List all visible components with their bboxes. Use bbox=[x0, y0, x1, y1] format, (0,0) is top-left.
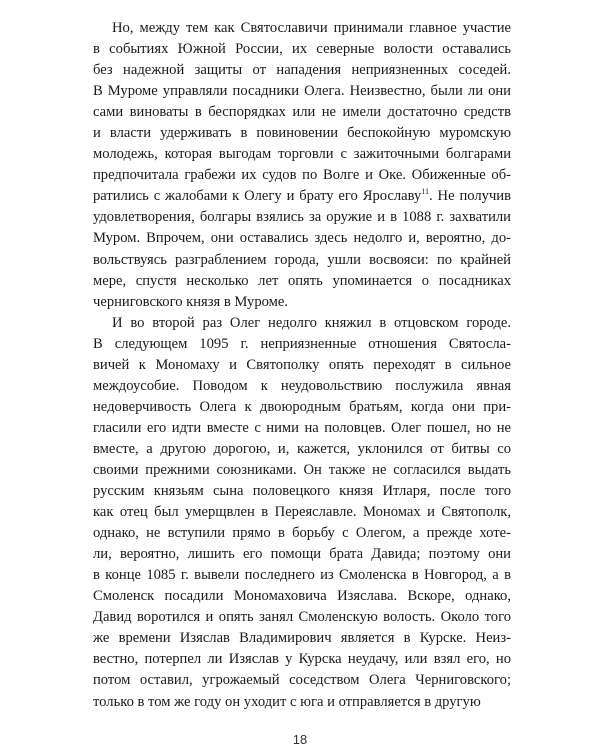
text-line: потом оставил, угрожаемый соседством Олега Черниговского; bbox=[93, 672, 511, 689]
text-line: И во второй раз Олег недолго княжил в отцовском городе. bbox=[112, 314, 511, 331]
paragraph bbox=[93, 18, 511, 313]
text-line: гласили его идти вместе с ними на половцев. Олег пошел, но не bbox=[93, 419, 511, 436]
text-line: вольствуясь разграблением города, ушли восвояси: по крайней bbox=[93, 251, 511, 268]
text-line: однако, не вступили прямо в борьбу с Олегом, а прежде хоте- bbox=[93, 525, 511, 542]
page-number: 18 bbox=[292, 732, 308, 747]
text-line: ратились с жалобами к Олегу и брату его Ярославу$^{11}$. Не получив bbox=[93, 187, 511, 205]
text-line: только в том же году он уходит с юга и отправляется в другую bbox=[93, 693, 481, 710]
text-line: вестно, потерпел ли Изяслав у Курска неудачу, или взял его, но bbox=[93, 651, 511, 668]
text-line: предпочитала грабежи их судов по Волге и Оке. Обиженные об- bbox=[93, 167, 511, 184]
text-line: Давид воротился и опять занял Смоленскую волость. Около того bbox=[93, 609, 511, 626]
text-line: и власти удерживать в повиновении беспокойную муромскую bbox=[93, 125, 511, 142]
text-line: как отец был умерщвлен в Переяславле. Мономах и Святополк, bbox=[93, 504, 511, 521]
paragraph bbox=[93, 313, 511, 713]
text-line: мере, спустя несколько лет опять упоминается о посадниках bbox=[93, 272, 511, 289]
text-line: В следующем 1095 г. неприязненные отношения Святосла- bbox=[93, 335, 511, 352]
text-line: удовлетворения, болгары взялись за оружие и в 1088 г. захватили bbox=[93, 209, 511, 226]
text-line: в событиях Южной России, их северные волости оставались bbox=[93, 41, 511, 58]
page-body-text bbox=[93, 18, 511, 713]
footnote-reference[interactable]: 11 bbox=[421, 187, 430, 197]
text-line: вичей к Мономаху и Святополку опять переходят в сильное bbox=[93, 356, 511, 373]
text-line: же времени Изяслав Владимирович является в Курске. Неиз- bbox=[93, 630, 511, 647]
text-line: недоверчивость Олега к двоюродным братьям, когда они при- bbox=[93, 398, 511, 415]
text-line: вместе, а другою дорогою, и, кажется, уклонился от битвы со bbox=[93, 440, 511, 457]
text-line: Смоленск посадили Мономаховича Изяслава. Вскоре, однако, bbox=[93, 588, 511, 605]
text-line: своими прежними союзниками. Он также не согласился выдать bbox=[93, 461, 511, 478]
text-line: черниговского князя в Муроме. bbox=[93, 293, 289, 310]
text-line: Муром. Впрочем, они оставались здесь недолго и, вероятно, до- bbox=[93, 230, 511, 247]
text-line: молодежь, которая выгодам торговли с зажиточными болгарами bbox=[93, 146, 511, 163]
text-line: в конце 1085 г. вывели последнего из Смоленска в Новгород, а в bbox=[93, 567, 511, 584]
text-line: без надежной защиты от нападения неприязненных соседей. bbox=[93, 62, 511, 79]
text-line: русским князьям сына половецкого князя Итларя, после того bbox=[93, 483, 511, 500]
text-line: сами виноваты в беспорядках или не имели достаточно средств bbox=[93, 104, 511, 121]
text-line: ли, вероятно, лишить его помощи брата Давида; поэтому они bbox=[93, 546, 511, 563]
text-line: В Муроме управляли посадники Олега. Неизвестно, были ли они bbox=[93, 83, 511, 100]
text-line: Но, между тем как Святославичи принимали главное участие bbox=[112, 20, 511, 36]
text-line: междоусобие. Поводом к неудовольствию послужила явная bbox=[93, 377, 511, 394]
